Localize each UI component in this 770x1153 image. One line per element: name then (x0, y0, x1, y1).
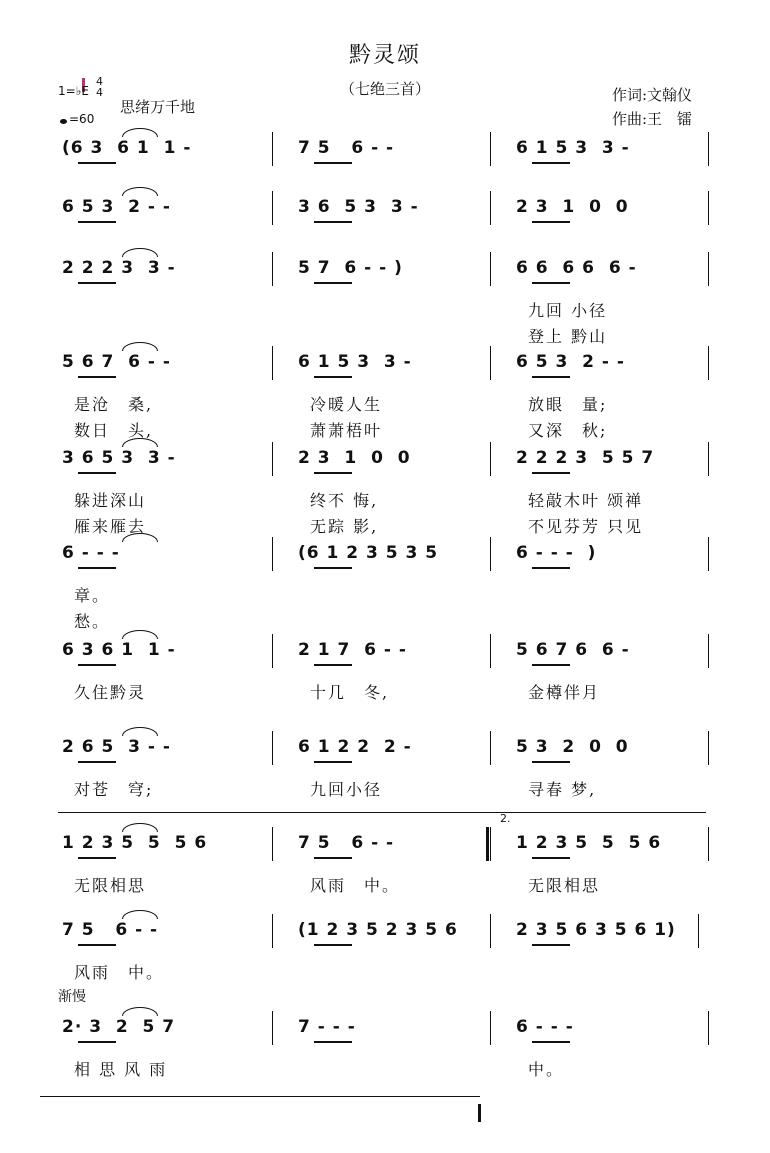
lyric-line-1: 十几 冬, (310, 683, 390, 702)
barline (490, 132, 491, 166)
barline (490, 252, 491, 286)
lyric-line-2: 愁。 (74, 612, 111, 631)
beam-line (78, 664, 116, 666)
measure-notes: 2 1 7 6 - - (298, 640, 407, 660)
measure-notes: 2 3 1 0 0 (298, 448, 411, 468)
barline (490, 346, 491, 380)
beam-line (532, 664, 570, 666)
lyric-line-1: 九回 小径 (528, 301, 608, 320)
lyric-line-2: 登上 黔山 (528, 327, 608, 346)
lyric-line-1: 章。 (74, 586, 111, 605)
beam-line (78, 567, 116, 569)
measure-notes: (1 2 3 5 2 3 5 6 (298, 920, 458, 940)
measure-notes: 6 1 5 3 3 - (298, 352, 412, 372)
lyric-line-1: 金樽伴月 (528, 683, 601, 702)
measure-notes: 2 3 1 0 0 (516, 197, 629, 217)
slur-mark (122, 910, 158, 919)
slur-mark (122, 248, 158, 257)
barline (490, 634, 491, 668)
barline (272, 442, 273, 476)
measure-notes: 6 - - - (62, 543, 120, 563)
barline (708, 634, 709, 668)
measure-notes: 1 2 3 5 5 5 6 (62, 833, 208, 853)
barline (272, 731, 273, 765)
beam-line (314, 857, 352, 859)
lyric-line-1: 轻敲木叶 颂禅 (528, 491, 644, 510)
beam-line (78, 282, 116, 284)
barline (490, 442, 491, 476)
measure-notes: 2· 3 2 5 7 (62, 1017, 176, 1037)
lyric-line-1: 九回小径 (310, 780, 383, 799)
beam-line (532, 162, 570, 164)
composer-credit: 作曲:王 镭 (612, 110, 693, 128)
barline (708, 442, 709, 476)
quarter-note-icon (60, 119, 67, 124)
beam-line (78, 472, 116, 474)
tempo-value: =60 (69, 112, 95, 126)
lyric-line-2: 数日 头, (74, 421, 154, 440)
lyric-line-2: 无踪 影, (310, 517, 379, 536)
measure-notes: 6 - - - ) (516, 543, 597, 563)
measure-notes: 2 2 2 3 3 - (62, 258, 176, 278)
time-signature (96, 76, 103, 98)
lyric-line-1: 无限相思 (74, 876, 147, 895)
lyric-line-1: 中。 (528, 1060, 565, 1079)
lyric-line-1: 躲进深山 (74, 491, 147, 510)
barline (698, 914, 699, 948)
barline (272, 252, 273, 286)
measure-notes: 1 2 3 5 5 5 6 (516, 833, 662, 853)
barline (490, 731, 491, 765)
beam-line (532, 221, 570, 223)
lyric-line-1: 对苍 穹; (74, 780, 154, 799)
barline (708, 1011, 709, 1045)
song-title: 黔灵颂 (348, 43, 421, 68)
lyric-line-1: 冷暖人生 (310, 395, 383, 414)
beam-line (78, 761, 116, 763)
beam-line (314, 944, 352, 946)
lyric-line-1: 放眼 量; (528, 395, 608, 414)
tempo-marking (60, 112, 94, 126)
measure-notes: 5 3 2 0 0 (516, 737, 629, 757)
measure-notes: (6 1 2 3 5 3 5 (298, 543, 439, 563)
slur-mark (122, 1007, 158, 1016)
lyric-line-1: 风雨 中。 (310, 876, 401, 895)
final-barline (478, 1104, 481, 1122)
beam-line (532, 567, 570, 569)
barline (708, 731, 709, 765)
measure-notes: 7 - - - (298, 1017, 356, 1037)
slur-mark (122, 342, 158, 351)
measure-notes: 7 5 6 - - (298, 833, 395, 853)
beam-line (314, 472, 352, 474)
barline (708, 132, 709, 166)
beam-line (78, 376, 116, 378)
beam-line (532, 857, 570, 859)
barline (272, 914, 273, 948)
measure-notes: 6 1 2 2 2 - (298, 737, 412, 757)
barline (272, 132, 273, 166)
measure-notes: 3 6 5 3 3 - (62, 448, 176, 468)
beam-line (532, 282, 570, 284)
beam-line (314, 162, 352, 164)
measure-notes: 5 6 7 6 - - (62, 352, 171, 372)
measure-notes: 2 6 5 3 - - (62, 737, 171, 757)
beam-line (532, 944, 570, 946)
lyric-line-1: 无限相思 (528, 876, 601, 895)
ritardando-marking: 渐慢 (58, 989, 86, 1005)
final-staff-line (40, 1096, 480, 1097)
beam-line (314, 282, 352, 284)
lyric-line-2: 雁来雁去 (74, 517, 147, 536)
lyric-line-1: 风雨 中。 (74, 963, 165, 982)
measure-notes: 6 5 3 2 - - (516, 352, 625, 372)
barline (490, 537, 491, 571)
barline (272, 1011, 273, 1045)
beam-line (314, 567, 352, 569)
lyric-line-1: 久住黔灵 (74, 683, 147, 702)
ending-bracket (58, 812, 706, 813)
barline (272, 191, 273, 225)
lyric-line-2: 萧萧梧叶 (310, 421, 383, 440)
beam-line (78, 857, 116, 859)
measure-notes: 3 6 5 3 3 - (298, 197, 419, 217)
lyric-line-2: 又深 秋; (528, 421, 608, 440)
lyric-line-1: 终不 悔, (310, 491, 379, 510)
measure-notes: 5 7 6 - - ) (298, 258, 403, 278)
barline (272, 537, 273, 571)
measure-notes: 6 3 6 1 1 - (62, 640, 176, 660)
barline (272, 827, 273, 861)
barline (490, 914, 491, 948)
barline (708, 537, 709, 571)
key-signature: 1=♭E (58, 84, 89, 98)
beam-line (78, 162, 116, 164)
barline (490, 1011, 491, 1045)
beam-line (314, 376, 352, 378)
song-subtitle: （七绝三首） (339, 80, 430, 98)
barline (272, 346, 273, 380)
barline (490, 827, 491, 861)
barline (272, 634, 273, 668)
measure-notes: 2 2 2 3 5 5 7 (516, 448, 655, 468)
beam-line (78, 1041, 116, 1043)
expression-marking: 思绪万千地 (120, 98, 196, 116)
barline (708, 346, 709, 380)
barline (708, 191, 709, 225)
slur-mark (122, 727, 158, 736)
beam-line (314, 761, 352, 763)
beam-line (78, 944, 116, 946)
beam-line (532, 376, 570, 378)
beam-line (532, 472, 570, 474)
slur-mark (122, 533, 158, 542)
slur-mark (122, 128, 158, 137)
time-signature-top: 4 (96, 75, 103, 88)
lyric-line-1: 是沧 桑, (74, 395, 154, 414)
barline (490, 191, 491, 225)
beam-line (314, 1041, 352, 1043)
barline (708, 827, 709, 861)
lyric-line-1: 相 思 风 雨 (74, 1060, 168, 1079)
measure-notes: 2 3 5 6 3 5 6 1) (516, 920, 676, 940)
beam-line (532, 1041, 570, 1043)
lyric-line-1: 寻春 梦, (528, 780, 597, 799)
barline (708, 252, 709, 286)
measure-notes: 6 5 3 2 - - (62, 197, 171, 217)
second-ending-label: 2. (500, 812, 511, 825)
slur-mark (122, 823, 158, 832)
measure-notes: 7 5 6 - - (62, 920, 159, 940)
beam-line (314, 664, 352, 666)
lyricist-credit: 作词:文翰仪 (612, 86, 693, 104)
lyric-line-2: 不见芬芳 只见 (528, 517, 644, 536)
measure-notes: 5 6 7 6 6 - (516, 640, 630, 660)
slur-mark (122, 187, 158, 196)
measure-notes: (6 3 6 1 1 - (62, 138, 192, 158)
measure-notes: 6 1 5 3 3 - (516, 138, 630, 158)
beam-line (78, 221, 116, 223)
measure-notes: 7 5 6 - - (298, 138, 395, 158)
repeat-barline (486, 827, 489, 861)
slur-mark (122, 630, 158, 639)
beam-line (532, 761, 570, 763)
measure-notes: 6 - - - (516, 1017, 574, 1037)
measure-notes: 6 6 6 6 6 - (516, 258, 637, 278)
beam-line (314, 221, 352, 223)
time-signature-bottom: 4 (96, 86, 103, 99)
